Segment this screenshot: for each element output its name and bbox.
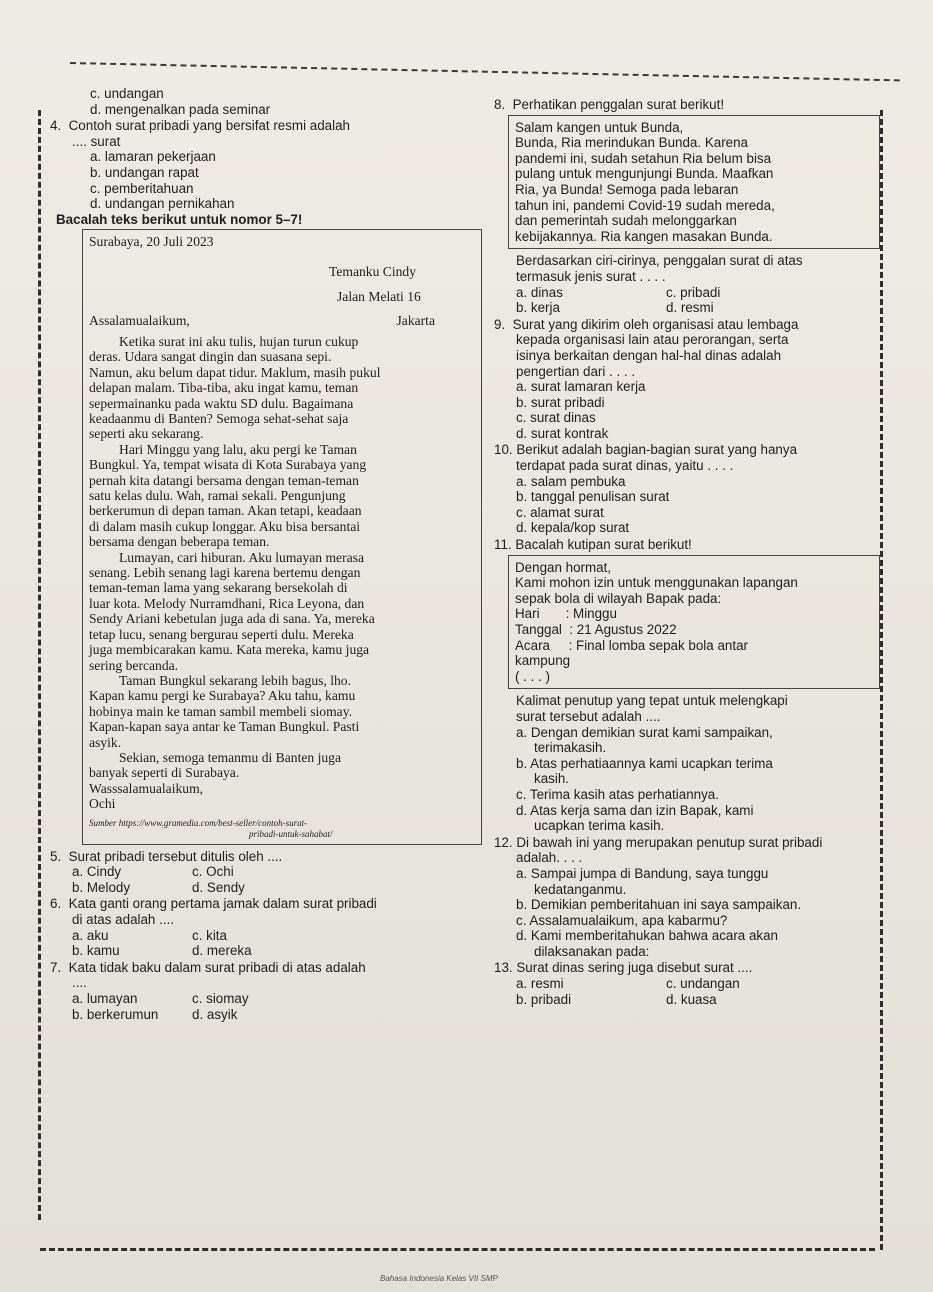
option: c. surat dinas bbox=[516, 410, 596, 426]
question-text: surat tersebut adalah .... bbox=[516, 708, 661, 724]
question-6: 6. Kata ganti orang pertama jamak dalam surat pribadi di atas adalah .... a. aku c. kita b. kamu d. mereka bbox=[50, 896, 482, 958]
letter-date: Surabaya, 20 Juli 2023 bbox=[89, 234, 214, 250]
question-number: 4. bbox=[50, 118, 62, 134]
option: b. Atas perhatiaannya kami ucapkan terima bbox=[516, 755, 773, 771]
letter-paragraph-4: Taman Bungkul sekarang lebih bagus, lho. Kapan kamu pergi ke Surabaya? Aku tahu, kamu hobinya main ke taman sambil membeli siomay. Kapan-kapan saya antar ke Taman Bungkul. Pasti asyik. bbox=[89, 672, 360, 750]
option: c. Ochi bbox=[192, 864, 234, 880]
option: d. kepala/kop surat bbox=[516, 520, 630, 536]
option: d. Kami memberitahukan bahwa acara akan bbox=[516, 928, 779, 944]
question-text: Kalimat penutup yang tepat untuk melengkapi bbox=[516, 693, 788, 709]
letter-paragraph-3: Lumayan, cari hiburan. Aku lumayan merasa senang. Lebih senang lagi karena bertemu dengan teman-teman lama yang sekarang bersekolah di luar kota. Melody Nurramdhani, Rica Leyona, dan Sendy Ariani kebetulan juga ada di sana. Ya, mereka tetap lucu, senang bergurau seperti dulu. Mereka juga membicarakan kamu. Kata mereka, kamu juga sering bercanda. bbox=[89, 549, 375, 673]
option: b. tanggal penulisan surat bbox=[516, 489, 670, 505]
question-text: Kata ganti orang pertama jamak dalam surat pribadi bbox=[68, 896, 377, 912]
option: a. aku bbox=[72, 927, 109, 943]
option: b. undangan rapat bbox=[90, 164, 199, 180]
option: d. asyik bbox=[192, 1006, 238, 1022]
question-7: 7. Kata tidak baku dalam surat pribadi di atas adalah .... a. lumayan c. siomay b. berkerumun d. asyik bbox=[50, 960, 482, 1022]
option: c. alamat surat bbox=[516, 504, 604, 520]
letter-box bbox=[82, 229, 482, 844]
option: b. kerja bbox=[516, 300, 560, 316]
option: b. Melody bbox=[72, 879, 131, 895]
source-line: pribadi-untuk-sahabat/ bbox=[249, 828, 333, 839]
dashed-border-right bbox=[880, 110, 883, 1250]
letter-closing: Wasssalamualaikum, bbox=[89, 780, 204, 796]
option: c. undangan bbox=[666, 976, 740, 992]
option: c. undangan bbox=[90, 86, 164, 101]
question-9: 9. Surat yang dikirim oleh organisasi atau lembaga kepada organisasi lain atau perorangan, serta isinya berkaitan dengan hal-hal dinas adalah pengertian dari . . . . a. surat lamaran kerja b. surat pribadi c. surat dinas d. surat kontrak bbox=[494, 317, 880, 442]
letter-excerpt-box: Salam kangen untuk Bunda, Bunda, Ria merindukan Bunda. Karena pandemi ini, sudah setahun Ria belum bisa pulang untuk mengunjungi Bunda. Maafkan Ria, ya Bunda! Semoga pada lebaran tahun ini, pandemi Covid-19 sudah mereda, dan pemerintah sudah melonggarkan kebijakannya. Ria kangen masakan Bunda. bbox=[508, 115, 880, 250]
option: d. Atas kerja sama dan izin Bapak, kami bbox=[516, 802, 754, 818]
option: d. kuasa bbox=[666, 991, 717, 1007]
option: d. mengenalkan pada seminar bbox=[90, 101, 271, 117]
option: c. pribadi bbox=[666, 284, 721, 300]
option: b. Demikian pemberitahuan ini saya sampaikan. bbox=[516, 897, 802, 913]
question-5: 5. Surat pribadi tersebut ditulis oleh .... a. Cindy c. Ochi b. Melody d. Sendy bbox=[50, 848, 283, 895]
option: c. Assalamualaikum, apa kabarmu? bbox=[516, 912, 728, 928]
letter-paragraph-2: Hari Minggu yang lalu, aku pergi ke Taman Bungkul. Ya, tempat wisata di Kota Surabaya yang pernah kita datangi bersama dengan teman-teman satu kelas dulu. Wah, ramai sekali. Pengunjung berkerumun di depan taman. Akan tetapi, keadaan di dalam masih cukup longgar. Aku bisa bersantai bersama dengan beberapa teman. bbox=[89, 441, 367, 550]
question-text: Surat yang dikirim oleh organisasi atau lembaga bbox=[512, 316, 799, 332]
question-10: 10. Berikut adalah bagian-bagian surat yang hanya terdapat pada surat dinas, yaitu . . . . a. salam pembuka b. tanggal penulisan surat c. alamat surat d. kepala/kop surat bbox=[494, 442, 880, 536]
option: d. resmi bbox=[666, 300, 714, 316]
option: a. Cindy bbox=[72, 864, 122, 880]
option: d. surat kontrak bbox=[516, 425, 609, 441]
option: c. pemberitahuan bbox=[90, 180, 194, 196]
letter-city: Jakarta bbox=[396, 312, 435, 328]
question-text: termasuk jenis surat . . . . bbox=[516, 268, 666, 284]
option: a. surat lamaran kerja bbox=[516, 379, 646, 395]
option: d. Sendy bbox=[192, 879, 245, 895]
question-11: 11. Bacalah kutipan surat berikut! Dengan hormat, Kami mohon izin untuk menggunakan lapangan sepak bola di wilayah Bapak pada: Hari : Minggu Tanggal : 21 Agustus 2022 Acara : Final lomba sepak bola antar kampung ( . . . ) Kalimat penutup yang tepat untuk melengkapi surat tersebut adalah .... a. Dengan demikian surat kami sampaikan, terimakasih. b. Atas perhatiaannya kami ucapkan terima kasih. c. Terima kasih atas perhatiannya. d. Atas kerja sama dan izin Bapak, kami ucapkan terima kasih. bbox=[494, 537, 880, 834]
dashed-border-left bbox=[38, 110, 41, 1220]
option: c. Terima kasih atas perhatiannya. bbox=[516, 786, 719, 802]
option: b. berkerumun bbox=[72, 1006, 159, 1022]
letter-greeting: Assalamualaikum, bbox=[89, 312, 190, 328]
left-column bbox=[50, 86, 482, 1022]
option: b. surat pribadi bbox=[516, 394, 605, 410]
option: a. lamaran pekerjaan bbox=[90, 149, 216, 165]
option: a. Dengan demikian surat kami sampaikan, bbox=[516, 724, 773, 740]
option: c. kita bbox=[192, 927, 227, 943]
page-footer: Bahasa Indonesia Kelas VII SMP bbox=[380, 1274, 498, 1283]
option: a. Sampai jumpa di Bandung, saya tunggu bbox=[516, 865, 769, 881]
instruction: Bacalah teks berikut untuk nomor 5–7! bbox=[56, 211, 303, 227]
option: a. lumayan bbox=[72, 990, 138, 1006]
option: c. siomay bbox=[192, 990, 249, 1006]
option: a. resmi bbox=[516, 976, 564, 992]
question-4 bbox=[50, 118, 482, 212]
option: b. kamu bbox=[72, 943, 120, 959]
question-text: Contoh surat pribadi yang bersifat resmi adalah bbox=[68, 118, 350, 134]
source-line: Sumber https://www.gramedia.com/best-seller/contoh-surat- bbox=[89, 817, 308, 828]
question-text: di atas adalah .... bbox=[72, 911, 174, 927]
option: a. salam pembuka bbox=[516, 473, 626, 489]
question-text: Bacalah kutipan surat berikut! bbox=[515, 537, 692, 553]
question-text: Perhatikan penggalan surat berikut! bbox=[512, 97, 725, 112]
letter-paragraph-1: Ketika surat ini aku tulis, hujan turun cukup deras. Udara sangat dingin dan suasana sepi. Namun, aku belum dapat tidur. Maklum, masih pukul delapan malam. Tiba-tiba, aku ingat kamu, teman sepermainanku pada waktu SD dulu. Bagaimana keadaanmu di Banten? Semoga sehat-sehat saja seperti aku sekarang. bbox=[89, 333, 381, 442]
question-8: 8. Perhatikan penggalan surat berikut! Salam kangen untuk Bunda, Bunda, Ria merindukan Bunda. Karena pandemi ini, sudah setahun Ria belum bisa pulang untuk mengunjungi Bunda. Maafkan Ria, ya Bunda! Semoga pada lebaran tahun ini, pandemi Covid-19 sudah mereda, dan pemerintah sudah melonggarkan kebijakannya. Ria kangen masakan Bunda. Berdasarkan ciri-cirinya, penggalan surat di atas termasuk jenis surat . . . . a. dinas c. pribadi b. kerja d. resmi bbox=[494, 97, 880, 316]
question-text: Surat dinas sering juga disebut surat .... bbox=[516, 960, 753, 976]
question-text: Kata tidak baku dalam surat pribadi di atas adalah bbox=[68, 959, 366, 975]
letter-signature: Ochi bbox=[89, 796, 116, 812]
right-column bbox=[494, 96, 880, 1007]
option: a. dinas bbox=[516, 284, 563, 300]
question-text: .... surat bbox=[72, 133, 121, 149]
question-12: 12. Di bawah ini yang merupakan penutup surat pribadi adalah. . . . a. Sampai jumpa di Bandung, saya tunggu kedatanganmu. b. Demikian pemberitahuan ini saya sampaikan. c. Assalamualaikum, apa kabarmu? d. Kami memberitahukan bahwa acara akan dilaksanakan pada: bbox=[494, 835, 880, 960]
letter-excerpt-box: Dengan hormat, Kami mohon izin untuk menggunakan lapangan sepak bola di wilayah Bapak pada: Hari : Minggu Tanggal : 21 Agustus 2022 Acara : Final lomba sepak bola antar kampung ( . . . ) bbox=[508, 555, 880, 690]
question-text: .... bbox=[72, 975, 87, 991]
option: d. mereka bbox=[192, 943, 252, 959]
question-13: 13. Surat dinas sering juga disebut surat .... a. resmi c. undangan b. pribadi d. kuasa bbox=[494, 960, 753, 1007]
letter-paragraph-5: Sekian, semoga temanmu di Banten juga banyak seperti di Surabaya. bbox=[89, 749, 341, 781]
letter-address: Jalan Melati 16 bbox=[337, 289, 421, 305]
option: d. undangan pernikahan bbox=[90, 196, 235, 212]
option: b. pribadi bbox=[516, 991, 572, 1007]
question-text: Berdasarkan ciri-cirinya, penggalan surat di atas bbox=[516, 253, 803, 269]
letter-recipient: Temanku Cindy bbox=[329, 263, 417, 279]
question-text: Berikut adalah bagian-bagian surat yang hanya bbox=[516, 442, 798, 458]
dashed-border-bottom bbox=[40, 1248, 875, 1251]
question-text: Surat pribadi tersebut ditulis oleh .... bbox=[68, 848, 283, 864]
question-text: Di bawah ini yang merupakan penutup surat pribadi bbox=[516, 834, 823, 850]
